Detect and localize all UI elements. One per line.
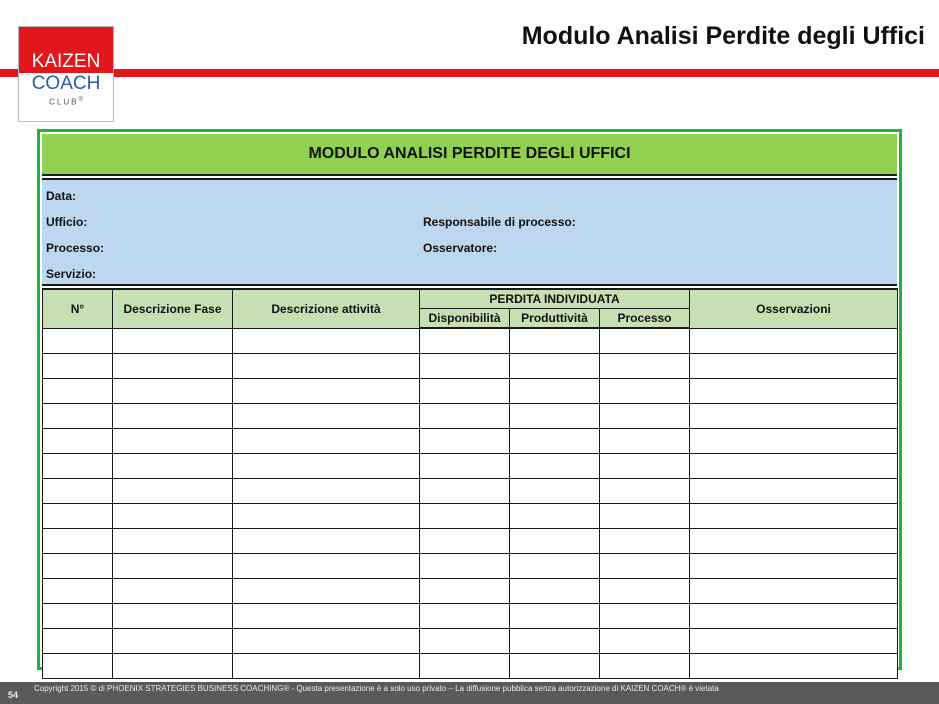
table-cell[interactable] <box>113 354 233 379</box>
table-cell[interactable] <box>600 629 690 654</box>
table-row <box>43 354 898 379</box>
table-cell[interactable] <box>600 604 690 629</box>
table-cell[interactable] <box>420 379 510 404</box>
table-cell[interactable] <box>113 554 233 579</box>
table-cell[interactable] <box>233 429 420 454</box>
table-cell[interactable] <box>113 479 233 504</box>
table-cell[interactable] <box>420 328 510 354</box>
table-cell[interactable] <box>113 604 233 629</box>
table-cell[interactable] <box>43 404 113 429</box>
loss-table <box>42 288 898 679</box>
page-title: Modulo Analisi Perdite degli Uffici <box>521 22 925 50</box>
table-cell[interactable] <box>690 404 898 429</box>
table-cell[interactable] <box>600 554 690 579</box>
table-cell[interactable] <box>600 504 690 529</box>
table-cell[interactable] <box>420 454 510 479</box>
table-cell[interactable] <box>420 354 510 379</box>
table-cell[interactable] <box>420 629 510 654</box>
table-cell[interactable] <box>510 404 600 429</box>
table-cell[interactable] <box>690 354 898 379</box>
table-cell[interactable] <box>420 554 510 579</box>
table-cell[interactable] <box>600 579 690 604</box>
table-cell[interactable] <box>420 479 510 504</box>
table-row <box>43 604 898 629</box>
table-cell[interactable] <box>510 579 600 604</box>
table-cell[interactable] <box>43 654 113 679</box>
table-cell[interactable] <box>233 328 420 354</box>
table-cell[interactable] <box>43 328 113 354</box>
table-cell[interactable] <box>510 654 600 679</box>
table-cell[interactable] <box>233 604 420 629</box>
table-cell[interactable] <box>233 629 420 654</box>
table-cell[interactable] <box>600 654 690 679</box>
table-cell[interactable] <box>510 328 600 354</box>
form-header: MODULO ANALISI PERDITE DEGLI UFFICI <box>42 134 897 176</box>
table-cell[interactable] <box>510 454 600 479</box>
table-cell[interactable] <box>690 579 898 604</box>
table-cell[interactable] <box>233 579 420 604</box>
table-cell[interactable] <box>113 454 233 479</box>
table-cell[interactable] <box>113 629 233 654</box>
table-cell[interactable] <box>510 429 600 454</box>
col-header-disponibilita: Disponibilità <box>420 309 510 329</box>
field-servizio-label: Servizio: <box>46 267 97 281</box>
table-cell[interactable] <box>690 479 898 504</box>
table-cell[interactable] <box>690 654 898 679</box>
table-row <box>43 379 898 404</box>
table-cell[interactable] <box>43 454 113 479</box>
table-cell[interactable] <box>690 629 898 654</box>
table-cell[interactable] <box>233 529 420 554</box>
table-cell[interactable] <box>43 604 113 629</box>
table-cell[interactable] <box>420 579 510 604</box>
table-cell[interactable] <box>420 504 510 529</box>
table-cell[interactable] <box>600 529 690 554</box>
table-row <box>43 579 898 604</box>
copyright-text: Copyright 2015 © di PHOENIX STRATEGIES BUSINESS COACHING® - Questa presentazione è a solo uso privato – La diffusione pubblica senza autorizzazione di KAIZEN COACH® è vietata <box>34 684 719 693</box>
logo-line3: CLUB® <box>49 97 83 107</box>
table-cell[interactable] <box>600 429 690 454</box>
field-ufficio-label: Ufficio: <box>46 215 88 229</box>
page-number: 54 <box>8 690 19 700</box>
table-cell[interactable] <box>510 504 600 529</box>
table-cell[interactable] <box>233 454 420 479</box>
table-cell[interactable] <box>233 554 420 579</box>
table-cell[interactable] <box>43 504 113 529</box>
table-cell[interactable] <box>690 328 898 354</box>
table-cell[interactable] <box>510 479 600 504</box>
table-row <box>43 504 898 529</box>
field-responsabile-label: Responsabile di processo: <box>423 215 576 229</box>
col-header-n: N° <box>43 289 113 328</box>
table-cell[interactable] <box>510 354 600 379</box>
table-cell[interactable] <box>233 404 420 429</box>
table-cell[interactable] <box>510 629 600 654</box>
table-cell[interactable] <box>420 404 510 429</box>
table-cell[interactable] <box>420 654 510 679</box>
logo-line2: COACH <box>31 73 101 94</box>
table-cell[interactable] <box>43 529 113 554</box>
table-cell[interactable] <box>113 404 233 429</box>
table-cell[interactable] <box>233 479 420 504</box>
table-cell[interactable] <box>420 604 510 629</box>
table-cell[interactable] <box>233 654 420 679</box>
table-cell[interactable] <box>600 479 690 504</box>
table-cell[interactable] <box>43 379 113 404</box>
footer-bar <box>0 682 939 704</box>
table-cell[interactable] <box>510 604 600 629</box>
table-cell[interactable] <box>690 454 898 479</box>
table-cell[interactable] <box>690 554 898 579</box>
table-cell[interactable] <box>600 354 690 379</box>
table-row <box>43 629 898 654</box>
table-cell[interactable] <box>113 429 233 454</box>
table-cell[interactable] <box>690 379 898 404</box>
table-row <box>43 554 898 579</box>
loss-analysis-form <box>37 129 902 670</box>
table-cell[interactable] <box>600 404 690 429</box>
table-cell[interactable] <box>43 579 113 604</box>
table-cell[interactable] <box>113 328 233 354</box>
table-row <box>43 429 898 454</box>
logo-line1: KAIZEN <box>31 51 101 72</box>
table-cell[interactable] <box>690 504 898 529</box>
table-cell[interactable] <box>43 554 113 579</box>
header-red-bar <box>0 69 939 77</box>
table-cell[interactable] <box>43 354 113 379</box>
table-cell[interactable] <box>510 554 600 579</box>
table-row <box>43 404 898 429</box>
table-row <box>43 328 898 354</box>
table-cell[interactable] <box>43 629 113 654</box>
table-row <box>43 479 898 504</box>
table-cell[interactable] <box>420 529 510 554</box>
col-header-perdita-individuata: PERDITA INDIVIDUATA <box>420 289 690 309</box>
table-cell[interactable] <box>690 604 898 629</box>
table-cell[interactable] <box>600 454 690 479</box>
table-cell[interactable] <box>113 379 233 404</box>
table-cell[interactable] <box>690 429 898 454</box>
col-header-produttivita: Produttività <box>510 309 600 329</box>
col-header-osservazioni: Osservazioni <box>690 289 898 328</box>
table-cell[interactable] <box>510 529 600 554</box>
table-cell[interactable] <box>420 429 510 454</box>
table-cell[interactable] <box>113 579 233 604</box>
table-cell[interactable] <box>690 529 898 554</box>
col-header-descrizione-fase: Descrizione Fase <box>113 289 233 328</box>
field-osservatore-label: Osservatore: <box>423 241 498 255</box>
table-row <box>43 654 898 679</box>
table-row <box>43 529 898 554</box>
table-cell[interactable] <box>600 379 690 404</box>
table-cell[interactable] <box>510 379 600 404</box>
col-header-processo: Processo <box>600 309 690 329</box>
table-cell[interactable] <box>113 654 233 679</box>
kaizen-coach-logo <box>18 26 114 122</box>
field-processo-label: Processo: <box>46 241 105 255</box>
table-row <box>43 454 898 479</box>
field-data-label: Data: <box>46 189 77 203</box>
table-cell[interactable] <box>600 328 690 354</box>
col-header-descrizione-attivita: Descrizione attività <box>233 289 420 328</box>
table-cell[interactable] <box>233 379 420 404</box>
table-cell[interactable] <box>233 504 420 529</box>
table-cell[interactable] <box>233 354 420 379</box>
table-cell[interactable] <box>43 429 113 454</box>
form-info-block <box>42 178 897 286</box>
table-cell[interactable] <box>113 504 233 529</box>
table-cell[interactable] <box>113 529 233 554</box>
table-cell[interactable] <box>43 479 113 504</box>
